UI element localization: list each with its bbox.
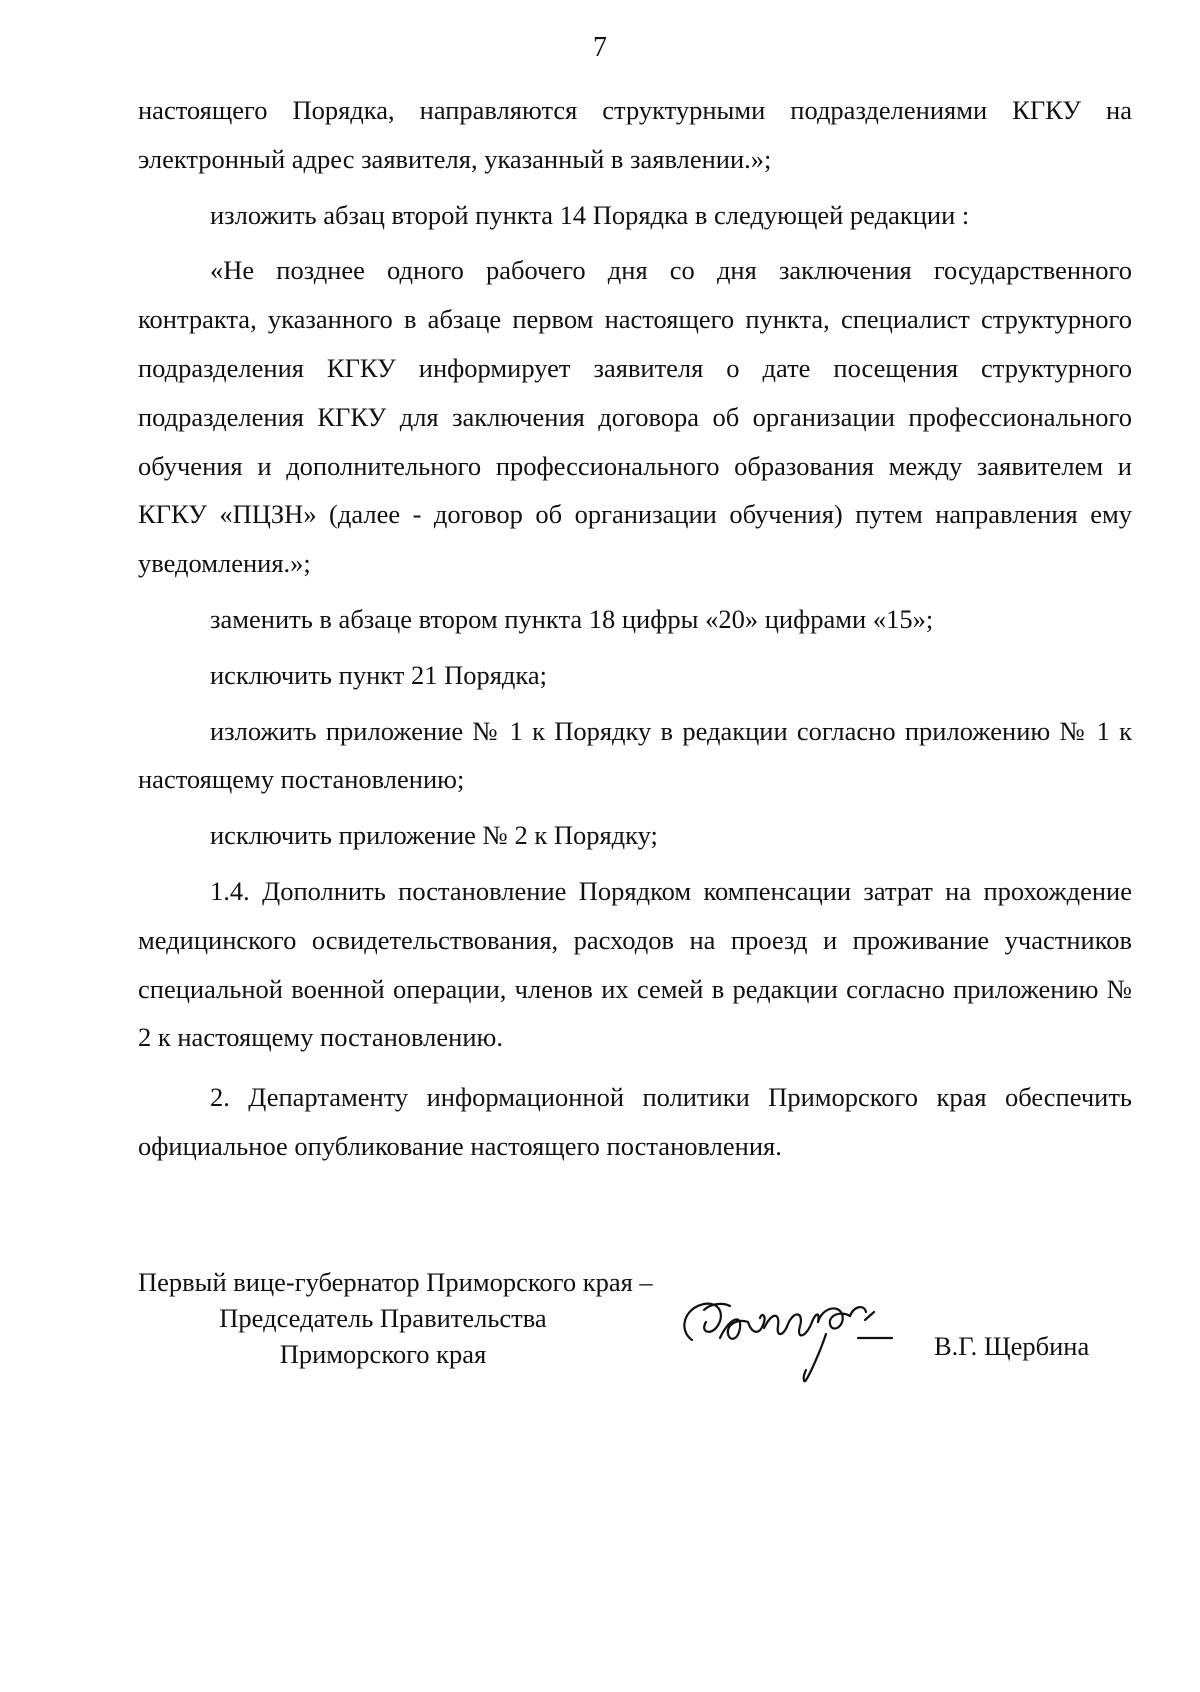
signatory-title-line-1: Первый вице-губернатор Приморского края – <box>138 1267 653 1297</box>
signatory-title-line-3: Приморского края <box>279 1339 487 1369</box>
document-body <box>138 86 1132 1171</box>
signatory-title <box>138 1264 708 1372</box>
paragraph-continuation: настоящего Порядка, направляются структурными подразделениями КГКУ на электронный адрес заявителя, указанный в заявлении.»; <box>138 95 1132 174</box>
paragraph-appendix-1: изложить приложение № 1 к Порядку в редакции согласно приложению № 1 к настоящему постановлению; <box>138 715 1132 795</box>
page-number: 7 <box>593 32 607 63</box>
paragraph-item-1-4: 1.4. Дополнить постановление Порядком компенсации затрат на прохождение медицинского освидетельствования, расходов на проезд и проживание участников специальной военной операции, членов их семей в редакции согласно приложению № 2 к настоящему постановлению. <box>138 875 1132 1053</box>
paragraph-item-2: 2. Департаменту информационной политики Приморского края обеспечить официальное опубликование настоящего постановления. <box>138 1082 1132 1161</box>
signature-block <box>0 1264 1200 1394</box>
paragraph-quoted-text: «Не позднее одного рабочего дня со дня заключения государственного контракта, указанного в абзаце первом настоящего пункта, специалист структурного подразделения КГКУ информирует заявителя о дате посещения структурного подразделения КГКУ для заключения договора об организации профессионального обучения и дополнительного профессионального образования между заявителем и КГКУ «ПЦЗН» (далее - договор об организации обучения) путем направления ему уведомления.»; <box>138 255 1132 579</box>
paragraph-exclude-item-21: исключить пункт 21 Порядка; <box>210 659 548 690</box>
signatory-title-line-2: Председатель Правительства <box>219 1303 547 1333</box>
paragraph-exclude-appendix-2: исключить приложение № 2 к Порядку; <box>210 820 658 851</box>
paragraph-replace-digits: заменить в абзаце втором пункта 18 цифры «20» цифрами «15»; <box>210 603 934 634</box>
paragraph-amend-item-14: изложить абзац второй пункта 14 Порядка в следующей редакции : <box>210 199 970 230</box>
signatory-name: В.Г. Щербина <box>934 1331 1090 1361</box>
handwritten-signature-icon <box>670 1282 920 1392</box>
